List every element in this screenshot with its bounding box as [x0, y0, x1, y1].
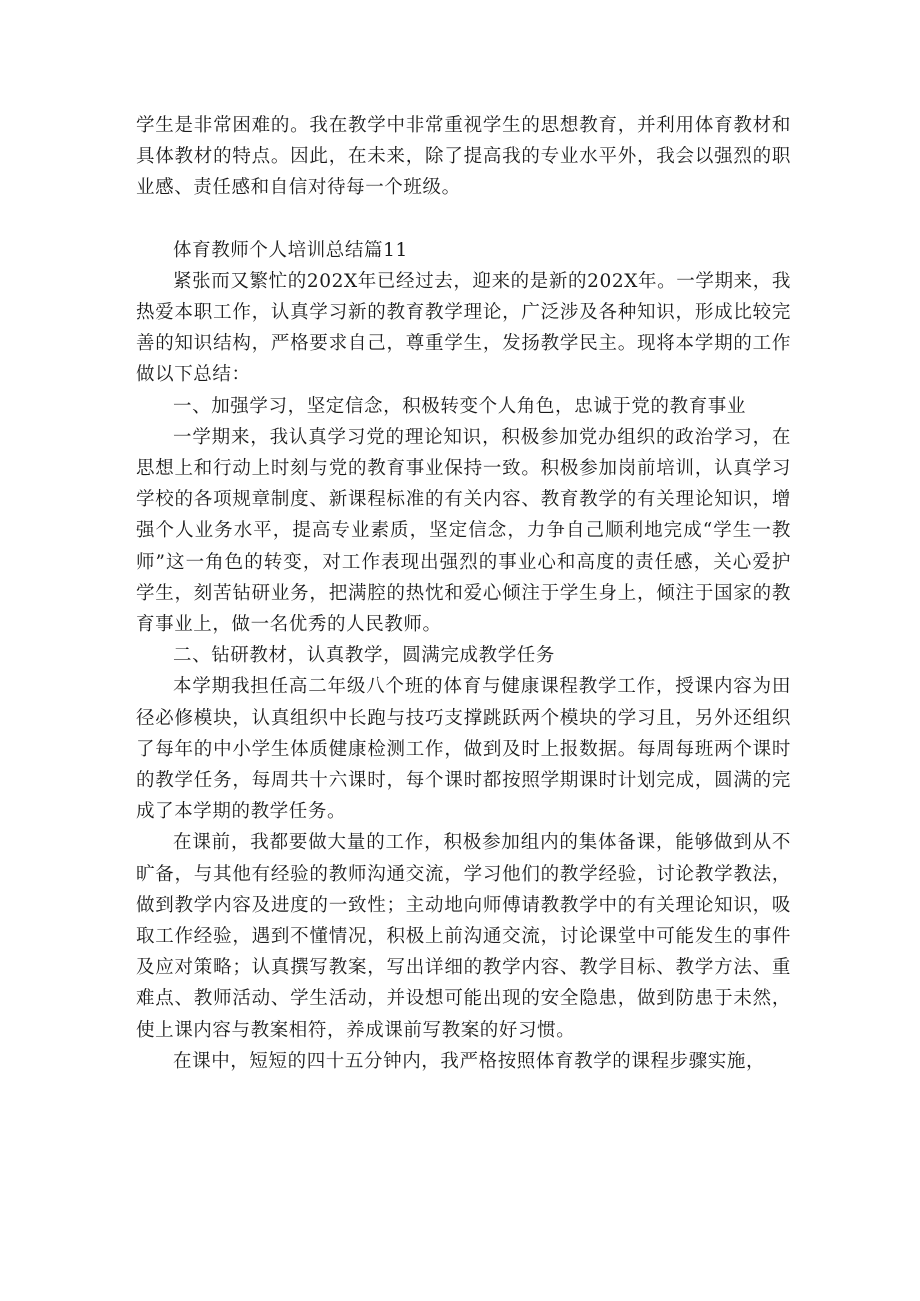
section-heading-2: 二、钻研教材，认真教学，圆满完成教学任务 [173, 645, 556, 667]
paragraph-study: 一学期来，我认真学习党的理论知识，积极参加党办组织的政治学习，在思想上和行动上时刻与党的教育事业保持一致。积极参加岗前培训，认真学习学校的各项规章制度、新课程标准的有关内容、教育教学的有关理论知识，增强个人业务水平，提高专业素质，坚定信念，力争自己顺利地完成“学生一教师”这一角色的转变，对工作表现出强烈的事业心和高度的责任感，关心爱护学生，刻苦钻研业务，把满腔的热忱和爱心倾注于学生身上，倾注于国家的教育事业上，做一名优秀的人民教师。 [136, 426, 791, 636]
paragraph-preparation: 在课前，我都要做大量的工作，积极参加组内的集体备课，能够做到从不旷备，与其他有经验的教师沟通交流，学习他们的教学经验，讨论教学教法，做到教学内容及进度的一致性；主动地向师傅请教教学中的有关理论知识，吸取工作经验，遇到不懂情况，积极上前沟通交流，讨论课堂中可能发生的事件及应对策略；认真撰写教案，写出详细的教学内容、教学目标、教学方法、重难点、教师活动、学生活动，并设想可能出现的安全隐患，做到防患于未然，使上课内容与教案相符，养成课前写教案的好习惯。 [136, 832, 791, 1041]
paragraph-intro: 紧张而又繁忙的202X年已经过去，迎来的是新的202X年。一学期来，我热爱本职工作，认真学习新的教育教学理论，广泛涉及各种知识，形成比较完善的知识结构，严格要求自己，尊重学生，发扬教学民主。现将本学期的工作做以下总结： [136, 270, 791, 386]
paragraph-teaching: 本学期我担任高二年级八个班的体育与健康课程教学工作，授课内容为田径必修模块，认真组织中长跑与技巧支撑跳跃两个模块的学习且，另外还组织了每年的中小学生体质健康检测工作，做到及时上报数据。每周每班两个课时的教学任务，每周共十六课时，每个课时都按照学期课时计划完成，圆满的完成了本学期的教学任务。 [136, 676, 791, 823]
section-title: 体育教师个人培训总结篇11 [173, 239, 408, 261]
document-body [136, 110, 791, 1077]
paragraph-in-class: 在课中，短短的四十五分钟内，我严格按照体育教学的课程步骤实施， [173, 1050, 766, 1072]
paragraph-spacer [136, 204, 791, 235]
paragraph-continued: 学生是非常困难的。我在教学中非常重视学生的思想教育，并利用体育教材和具体教材的特点。因此，在未来，除了提高我的专业水平外，我会以强烈的职业感、责任感和自信对待每一个班级。 [136, 115, 791, 199]
section-heading-1: 一、加强学习，坚定信念，积极转变个人角色，忠诚于党的教育事业 [173, 395, 747, 417]
